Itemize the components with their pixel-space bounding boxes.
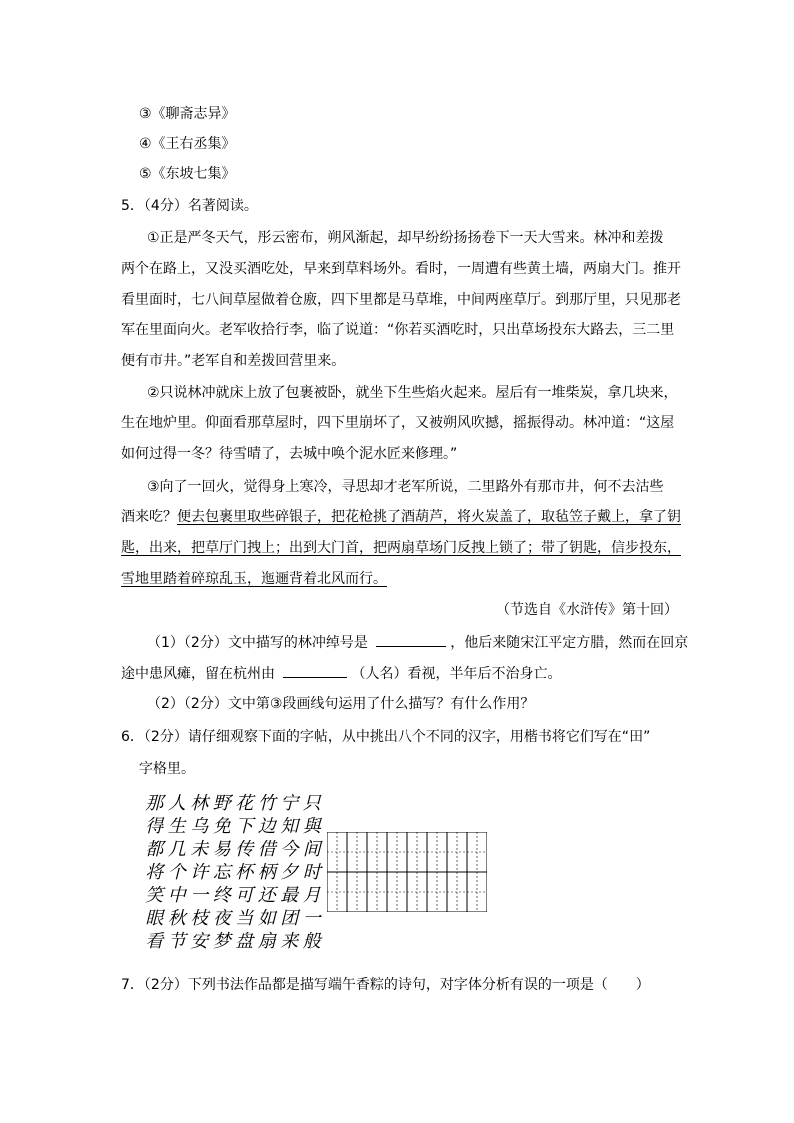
copybook-row xyxy=(143,815,323,838)
copybook-character: 夜 xyxy=(212,908,231,929)
q5-underlined-sentence-part1: 便去包裹里取些碎银子，把花枪挑了酒葫芦，将火炭盖了，取毡笠子戴上，拿了钥 xyxy=(177,509,681,525)
list-item-4: ④《王右丞集》 xyxy=(139,136,236,152)
q5-p3-line2 xyxy=(121,507,681,527)
copybook-character: 个 xyxy=(167,862,186,883)
copybook-character: 般 xyxy=(302,931,321,952)
q5-header: 5．（4分）名著阅读。 xyxy=(121,198,258,214)
copybook-character: 最 xyxy=(280,885,299,906)
copybook-character: 团 xyxy=(280,908,299,929)
copybook-character: 柄 xyxy=(257,862,276,883)
copybook-character: 扇 xyxy=(257,931,276,952)
copybook-row xyxy=(143,930,323,953)
copybook-character: 今 xyxy=(280,839,299,860)
copybook-character: 乌 xyxy=(190,816,209,837)
copybook-character: 时 xyxy=(302,862,321,883)
q5-p1-line1: ①正是严冬天气，彤云密布，朔风渐起，却早纷纷扬扬卷下一天大雪来。林冲和差拨 xyxy=(147,230,664,246)
copybook-character: 月 xyxy=(302,885,321,906)
copybook-character: 那 xyxy=(145,793,164,814)
copybook-character: 中 xyxy=(167,885,186,906)
q5-source: （节选自《水浒传》第十回） xyxy=(496,602,678,618)
copybook-row xyxy=(143,884,323,907)
copybook-character: 免 xyxy=(212,816,231,837)
q6-line2: 字格里。 xyxy=(139,761,195,777)
copybook-character: 几 xyxy=(167,839,186,860)
copybook-character: 边 xyxy=(257,816,276,837)
copybook-character: 知 xyxy=(280,816,299,837)
copybook-character: 只 xyxy=(302,793,321,814)
list-item-3: ③《聊斋志异》 xyxy=(139,106,236,122)
q5-sub1-text-b: ，他后来随宋江平定方腊，然而在回京 xyxy=(450,635,689,651)
copybook-character: 眼 xyxy=(145,908,164,929)
copybook-character: 得 xyxy=(145,816,164,837)
q5-sub1-text-c: 途中患风瘫，留在杭州由 xyxy=(121,666,275,682)
copybook-character: 笑 xyxy=(145,885,164,906)
q7-line1: 7．（2分）下列书法作品都是描写端午香粽的诗句，对字体分析有误的一项是（ ） xyxy=(121,977,650,993)
q5-p1-line5: 便有市井。”老军自和差拨回营里来。 xyxy=(121,353,346,369)
copybook-character: 许 xyxy=(190,862,209,883)
copybook-character: 秋 xyxy=(167,908,186,929)
q5-underlined-sentence-part3: 雪地里踏着碎琼乱玉，迤逦背着北风而行。 xyxy=(121,571,387,587)
copybook-character: 终 xyxy=(212,885,231,906)
copybook-character: 安 xyxy=(190,931,209,952)
copybook-character: 借 xyxy=(257,839,276,860)
copybook-character: 未 xyxy=(190,839,209,860)
copybook-character: 梦 xyxy=(212,931,231,952)
copybook-character: 看 xyxy=(145,931,164,952)
copybook-character: 忘 xyxy=(212,862,231,883)
q6-line1: 6．（2分）请仔细观察下面的字帖，从中挑出八个不同的汉字，用楷书将它们写在“田” xyxy=(121,729,651,745)
q5-sub1-line2 xyxy=(121,663,561,684)
copybook-character: 生 xyxy=(167,816,186,837)
q5-p1-line3: 看里面时，七八间草屋做着仓廒，四下里都是马草堆，中间两座草厅。到那厅里，只见那老 xyxy=(121,292,681,308)
q5-sub1-text-d: （人名）看视，半年后不治身亡。 xyxy=(351,666,562,682)
copybook-row xyxy=(143,792,323,815)
copybook-character: 杯 xyxy=(235,862,254,883)
q5-p2-line1: ②只说林冲就床上放了包裹被卧，就坐下生些焰火起来。屋后有一堆柴炭，拿几块来， xyxy=(147,385,678,401)
copybook-character: 易 xyxy=(212,839,231,860)
copybook-character: 野 xyxy=(212,793,231,814)
copybook-character: 林 xyxy=(190,793,209,814)
calligraphy-copybook xyxy=(143,792,323,953)
q5-p3-line2-plain: 酒来吃？ xyxy=(121,509,177,525)
q5-p2-line3: 如何过得一冬？待雪晴了，去城中唤个泥水匠来修理。” xyxy=(121,446,458,462)
copybook-character: 人 xyxy=(167,793,186,814)
q5-p2-line2: 生在地炉里。仰面看那草屋时，四下里崩坏了，又被朔风吹撼，摇振得动。林冲道：“这屋 xyxy=(121,415,675,431)
copybook-character: 节 xyxy=(167,931,186,952)
q5-sub2: （2）（2分）文中第③段画线句运用了什么描写？有什么作用？ xyxy=(147,696,535,712)
q5-p1-line4: 军在里面向火。老军收拾行李，临了说道：“你若买酒吃时，只出草场投东大路去，三二里 xyxy=(121,322,675,338)
copybook-row xyxy=(143,907,323,930)
copybook-row xyxy=(143,861,323,884)
copybook-character: 枝 xyxy=(190,908,209,929)
copybook-character: 與 xyxy=(302,816,321,837)
copybook-character: 传 xyxy=(235,839,254,860)
list-item-5: ⑤《东坡七集》 xyxy=(139,166,236,182)
copybook-character: 一 xyxy=(190,885,209,906)
copybook-character: 盘 xyxy=(235,931,254,952)
q5-p1-line2: 两个在路上，又没买酒吃处，早来到草料场外。看时，一周遭有些黄土墙，两扇大门。推开 xyxy=(121,261,681,277)
copybook-character: 间 xyxy=(302,839,321,860)
nickname-blank[interactable] xyxy=(376,632,446,647)
copybook-row xyxy=(143,838,323,861)
copybook-character: 花 xyxy=(235,793,254,814)
copybook-character: 当 xyxy=(235,908,254,929)
q5-sub1-line1 xyxy=(147,632,688,653)
tian-character-grid[interactable] xyxy=(327,832,487,912)
copybook-character: 一 xyxy=(302,908,321,929)
person-name-blank[interactable] xyxy=(283,663,347,678)
copybook-character: 都 xyxy=(145,839,164,860)
copybook-character: 还 xyxy=(257,885,276,906)
copybook-character: 下 xyxy=(235,816,254,837)
copybook-character: 将 xyxy=(145,862,164,883)
q5-p3-line1: ③向了一回火，觉得身上寒冷，寻思却才老军所说，二里路外有那市井，何不去沽些 xyxy=(147,479,664,495)
copybook-character: 来 xyxy=(280,931,299,952)
copybook-character: 可 xyxy=(235,885,254,906)
copybook-character: 夕 xyxy=(280,862,299,883)
copybook-character: 如 xyxy=(257,908,276,929)
q5-sub1-text-a: （1）（2分）文中描写的林冲绰号是 xyxy=(147,635,368,651)
q5-underlined-sentence-part2: 匙，出来，把草厅门拽上；出到大门首，把两扇草场门反拽上锁了；带了钥匙，信步投东， xyxy=(121,540,681,556)
copybook-character: 宁 xyxy=(280,793,299,814)
copybook-character: 竹 xyxy=(257,793,276,814)
